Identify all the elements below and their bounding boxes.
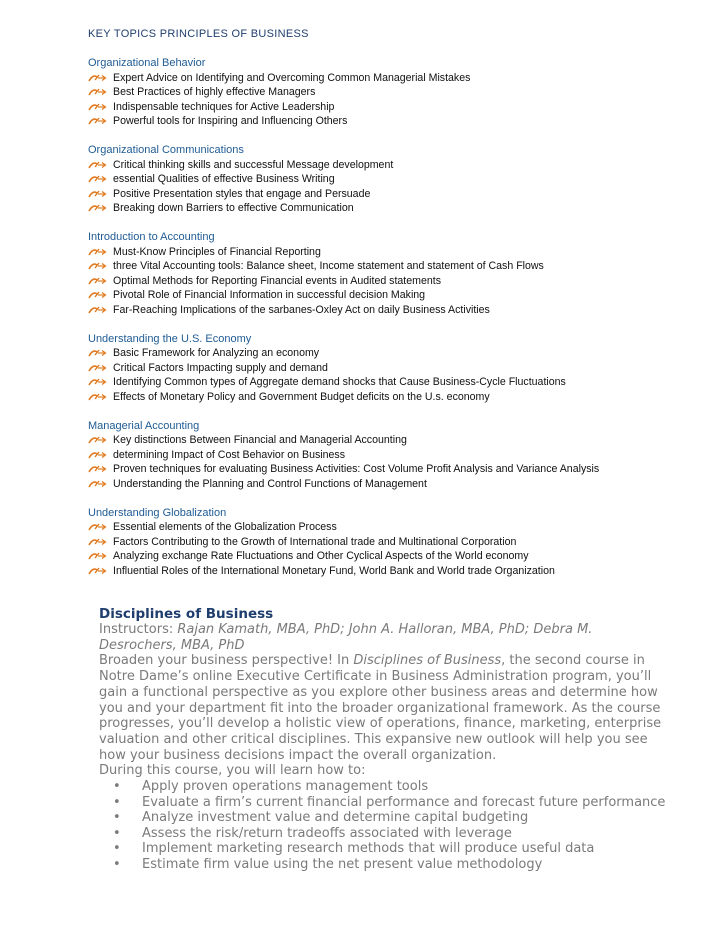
topic-item-text: Critical thinking skills and successful Message development bbox=[113, 158, 394, 171]
learn-item-text: Assess the risk/return tradeoffs associated with leverage bbox=[142, 825, 512, 841]
topic-section bbox=[88, 143, 718, 216]
key-topics-list bbox=[88, 56, 718, 593]
topic-item bbox=[88, 303, 718, 318]
topic-section-title: Understanding the U.S. Economy bbox=[88, 332, 252, 345]
bullet-dot-icon: • bbox=[113, 779, 121, 795]
arrow-bullet-icon bbox=[88, 290, 107, 300]
arrow-bullet-icon bbox=[88, 203, 107, 213]
topic-item-text: Analyzing exchange Rate Fluctuations and Other Cyclical Aspects of the World economy bbox=[113, 550, 529, 562]
paragraph-line bbox=[99, 716, 699, 732]
topic-section bbox=[88, 419, 718, 492]
topic-item-text: Critical Factors Impacting supply and demand bbox=[113, 361, 328, 374]
topic-item-text: Breaking down Barriers to effective Communication bbox=[113, 202, 354, 214]
topic-item bbox=[88, 346, 718, 361]
topic-item-text: Optimal Methods for Reporting Financial events in Audited statements bbox=[113, 274, 441, 287]
key-topics-heading: KEY TOPICS PRINCIPLES OF BUSINESS bbox=[88, 28, 309, 40]
disciplines-paragraph bbox=[99, 653, 699, 763]
arrow-bullet-icon bbox=[88, 464, 107, 474]
learn-list bbox=[99, 779, 699, 873]
topic-item bbox=[88, 375, 718, 390]
paragraph-line bbox=[99, 732, 699, 748]
arrow-bullet-icon bbox=[88, 305, 107, 315]
topic-item-text: Factors Contributing to the Growth of International trade and Multinational Corporation bbox=[113, 535, 517, 548]
learn-intro: During this course, you will learn how to: bbox=[99, 763, 366, 779]
paragraph-text: gain a functional perspective as you explore other business areas and determine how bbox=[99, 684, 658, 700]
topic-section bbox=[88, 56, 718, 129]
arrow-bullet-icon bbox=[88, 377, 107, 387]
disciplines-section bbox=[99, 606, 699, 873]
course-name: Disciplines of Business bbox=[353, 653, 502, 669]
instructors-names-2: Desrochers, MBA, PhD bbox=[99, 637, 245, 653]
arrow-bullet-icon bbox=[88, 348, 107, 358]
arrow-bullet-icon bbox=[88, 261, 107, 271]
topic-item bbox=[88, 520, 718, 535]
paragraph-text: progresses, you’ll develop a holistic view of operations, finance, marketing, enterprise bbox=[99, 716, 662, 732]
paragraph-line bbox=[99, 748, 699, 764]
arrow-bullet-icon bbox=[88, 189, 107, 199]
topic-section bbox=[88, 506, 718, 579]
topic-item bbox=[88, 172, 718, 187]
topic-item bbox=[88, 259, 718, 274]
arrow-bullet-icon bbox=[88, 87, 107, 97]
bullet-dot-icon: • bbox=[113, 841, 121, 857]
instructors-names-1: Rajan Kamath, MBA, PhD; John A. Halloran, MBA, PhD; Debra M. bbox=[177, 622, 593, 637]
learn-item-text: Apply proven operations management tools bbox=[142, 779, 429, 795]
topic-item bbox=[88, 158, 718, 173]
topic-item-text: Key distinctions Between Financial and Managerial Accounting bbox=[113, 434, 407, 446]
arrow-bullet-icon bbox=[88, 522, 107, 532]
topic-item-text: Indispensable techniques for Active Leadership bbox=[113, 100, 335, 113]
topic-section bbox=[88, 230, 718, 317]
arrow-bullet-icon bbox=[88, 247, 107, 257]
topic-item-text: essential Qualities of effective Business Writing bbox=[113, 173, 335, 185]
arrow-bullet-icon bbox=[88, 551, 107, 561]
arrow-bullet-icon bbox=[88, 174, 107, 184]
topic-item-text: Basic Framework for Analyzing an economy bbox=[113, 347, 320, 359]
topic-item bbox=[88, 477, 718, 492]
topic-section-title: Understanding Globalization bbox=[88, 506, 227, 519]
arrow-bullet-icon bbox=[88, 160, 107, 170]
bullet-dot-icon: • bbox=[113, 810, 121, 826]
topic-item-text: determining Impact of Cost Behavior on Business bbox=[113, 448, 346, 461]
topic-item-text: Understanding the Planning and Control Functions of Management bbox=[113, 477, 427, 490]
topic-item bbox=[88, 535, 718, 550]
topic-item-text: Best Practices of highly effective Managers bbox=[113, 86, 316, 98]
topic-item bbox=[88, 288, 718, 303]
paragraph-line bbox=[99, 653, 699, 669]
topic-item bbox=[88, 201, 718, 216]
topic-item-text: Effects of Monetary Policy and Government Budget deficits on the U.s. economy bbox=[113, 390, 490, 403]
paragraph-text: Broaden your business perspective! In bbox=[99, 653, 354, 669]
learn-item bbox=[99, 826, 699, 842]
disciplines-title: Disciplines of Business bbox=[99, 606, 274, 622]
topic-item-text: Identifying Common types of Aggregate demand shocks that Cause Business-Cycle Fluctuations bbox=[113, 376, 566, 388]
topic-item-text: three Vital Accounting tools: Balance sheet, Income statement and statement of Cash Flows bbox=[113, 260, 544, 272]
learn-item bbox=[99, 795, 699, 811]
paragraph-line bbox=[99, 685, 699, 701]
instructors-line-2 bbox=[99, 638, 699, 654]
arrow-bullet-icon bbox=[88, 363, 107, 373]
bullet-dot-icon: • bbox=[113, 825, 121, 841]
paragraph-text: Notre Dame’s online Executive Certificate in Business Administration program, you’ll bbox=[99, 669, 652, 685]
topic-item bbox=[88, 245, 718, 260]
topic-item bbox=[88, 433, 718, 448]
topic-item-text: Pivotal Role of Financial Information in successful decision Making bbox=[113, 289, 426, 301]
topic-item bbox=[88, 100, 718, 115]
learn-item-text: Estimate firm value using the net present value methodology bbox=[142, 857, 543, 872]
paragraph-text: you and your department fit into the broader organizational framework. As the course bbox=[99, 700, 661, 716]
paragraph-text: valuation and other critical disciplines. This expansive new outlook will help you see bbox=[99, 731, 648, 747]
arrow-bullet-icon bbox=[88, 450, 107, 460]
bullet-dot-icon: • bbox=[113, 857, 121, 872]
arrow-bullet-icon bbox=[88, 537, 107, 547]
arrow-bullet-icon bbox=[88, 435, 107, 445]
instructors-label: Instructors: bbox=[99, 622, 178, 637]
paragraph-text: , the second course in bbox=[501, 653, 645, 669]
learn-item bbox=[99, 841, 699, 857]
topic-item bbox=[88, 71, 718, 86]
topic-section-title: Organizational Behavior bbox=[88, 57, 206, 69]
topic-item bbox=[88, 114, 718, 129]
topic-item-text: Far-Reaching Implications of the sarbanes-Oxley Act on daily Business Activities bbox=[113, 303, 490, 316]
arrow-bullet-icon bbox=[88, 479, 107, 489]
topic-item bbox=[88, 390, 718, 405]
topic-section bbox=[88, 332, 718, 405]
instructors-line bbox=[99, 622, 699, 638]
topic-item bbox=[88, 361, 718, 376]
topic-item bbox=[88, 85, 718, 100]
topic-item bbox=[88, 549, 718, 564]
topic-item bbox=[88, 274, 718, 289]
learn-item-text: Analyze investment value and determine capital budgeting bbox=[142, 810, 529, 826]
arrow-bullet-icon bbox=[88, 116, 107, 126]
arrow-bullet-icon bbox=[88, 102, 107, 112]
topic-item-text: Positive Presentation styles that engage and Persuade bbox=[113, 187, 371, 200]
topic-item bbox=[88, 187, 718, 202]
paragraph-line bbox=[99, 701, 699, 717]
arrow-bullet-icon bbox=[88, 276, 107, 286]
topic-item bbox=[88, 448, 718, 463]
arrow-bullet-icon bbox=[88, 73, 107, 83]
learn-item bbox=[99, 810, 699, 826]
topic-item-text: Proven techniques for evaluating Business Activities: Cost Volume Profit Analysis and Variance Analysis bbox=[113, 463, 600, 475]
topic-section-title: Organizational Communications bbox=[88, 144, 244, 156]
learn-item-text: Evaluate a firm’s current financial performance and forecast future performance bbox=[142, 794, 666, 810]
topic-item bbox=[88, 564, 718, 579]
topic-item bbox=[88, 462, 718, 477]
learn-item-text: Implement marketing research methods that will produce useful data bbox=[142, 841, 595, 857]
learn-item bbox=[99, 857, 699, 873]
paragraph-text: how your business decisions impact the overall organization. bbox=[99, 747, 497, 763]
paragraph-line bbox=[99, 669, 699, 685]
topic-item-text: Powerful tools for Inspiring and Influencing Others bbox=[113, 115, 348, 127]
topic-section-title: Managerial Accounting bbox=[88, 419, 200, 432]
topic-item-text: Expert Advice on Identifying and Overcoming Common Managerial Mistakes bbox=[113, 71, 471, 84]
arrow-bullet-icon bbox=[88, 566, 107, 576]
topic-item-text: Must-Know Principles of Financial Reporting bbox=[113, 245, 321, 258]
topic-item-text: Influential Roles of the International Monetary Fund, World Bank and World trade Organization bbox=[113, 564, 555, 577]
arrow-bullet-icon bbox=[88, 392, 107, 402]
topic-section-title: Introduction to Accounting bbox=[88, 231, 215, 243]
learn-item bbox=[99, 779, 699, 795]
bullet-dot-icon: • bbox=[113, 794, 121, 810]
topic-item-text: Essential elements of the Globalization Process bbox=[113, 521, 337, 533]
